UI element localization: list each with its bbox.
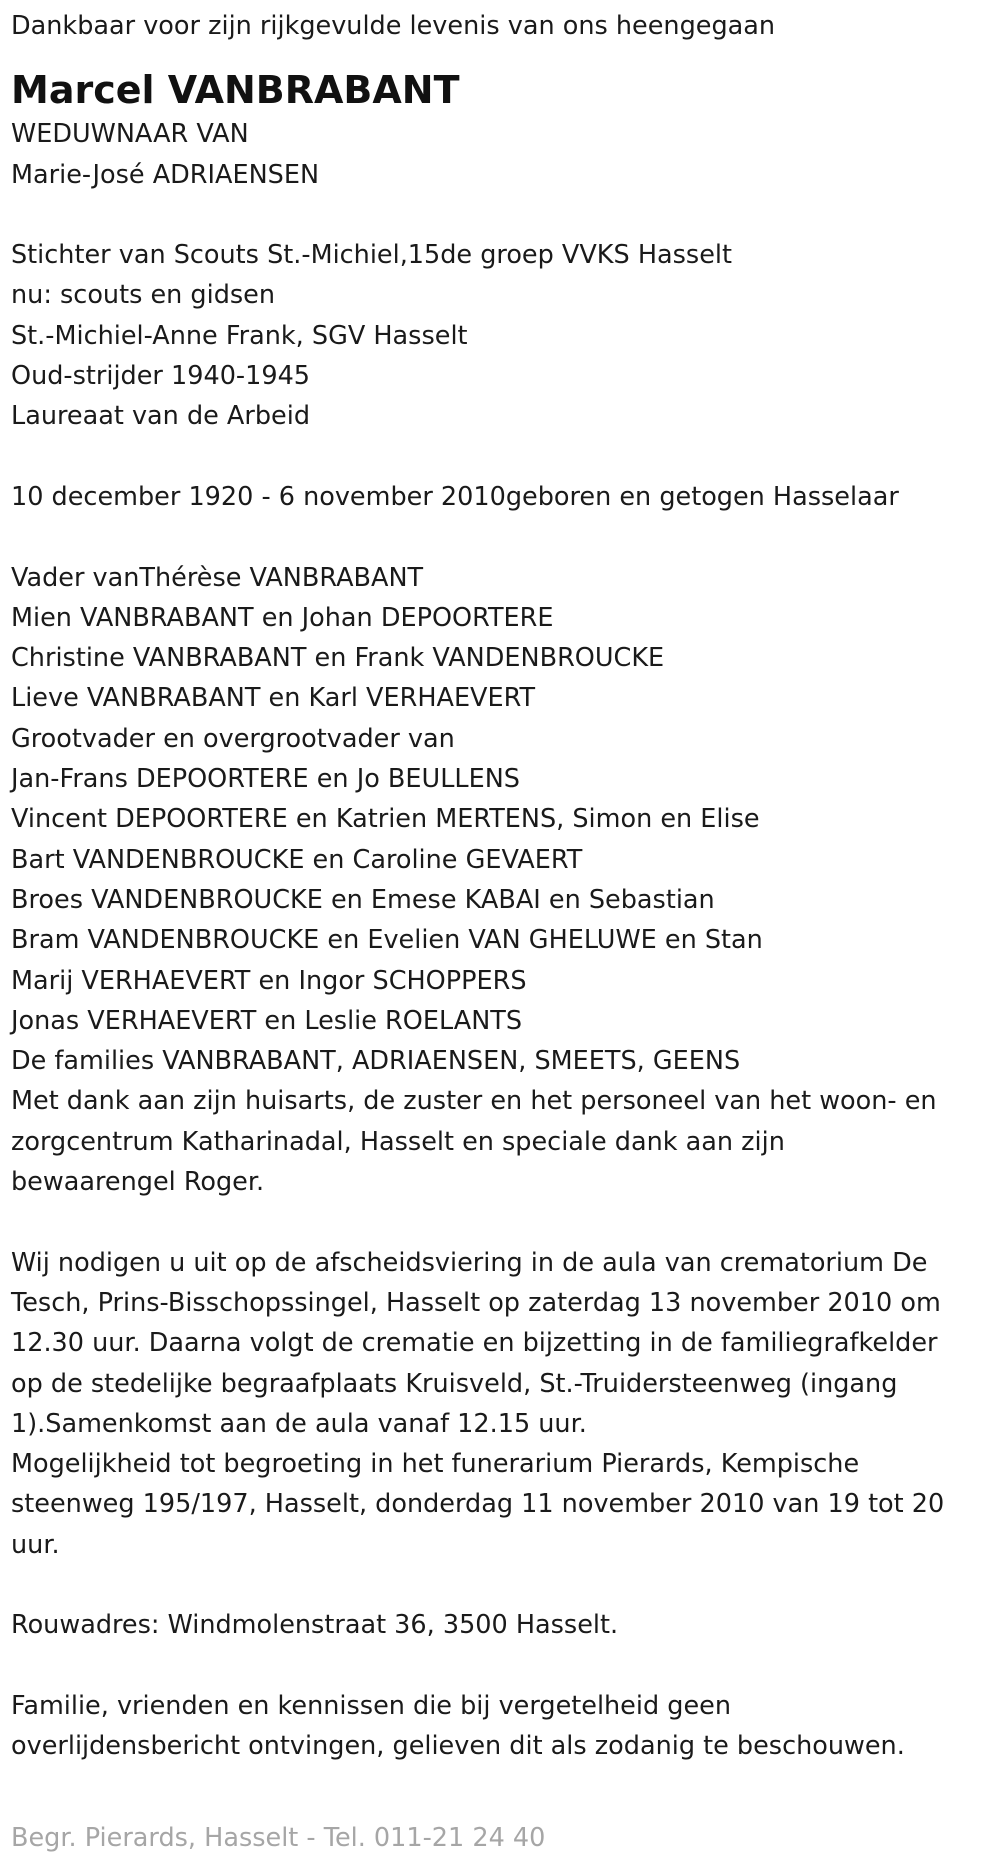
spacer — [11, 195, 996, 235]
ceremony-line: Wij nodigen u uit op de afscheidsviering in de aula van crematorium De — [11, 1247, 928, 1278]
spacer — [11, 437, 996, 477]
family-line: Mien VANBRABANT en Johan DEPOORTERE — [11, 602, 554, 633]
ceremony-line: uur. — [11, 1529, 60, 1560]
spacer — [11, 1646, 996, 1686]
dates-line: 10 december 1920 - 6 november 2010geboren en getogen Hasselaar — [11, 481, 899, 512]
thanks-line: zorgcentrum Katharinadal, Hasselt en speciale dank aan zijn — [11, 1126, 785, 1157]
merits-list — [11, 235, 996, 436]
family-line: Jan-Frans DEPOORTERE en Jo BEULLENS — [11, 764, 520, 795]
thanks-line: bewaarengel Roger. — [11, 1167, 265, 1198]
ceremony-line: op de stedelijke begraafplaats Kruisveld, St.-Truidersteenweg (ingang — [11, 1368, 898, 1399]
family-line: Jonas VERHAEVERT en Leslie ROELANTS — [11, 1005, 523, 1036]
merit-line: Stichter van Scouts St.-Michiel,15de groep VVKS Hasselt — [11, 240, 732, 271]
ceremony-line: Tesch, Prins-Bisschopssingel, Hasselt op zaterdag 13 november 2010 om — [11, 1287, 941, 1318]
family-line: Christine VANBRABANT en Frank VANDENBROUCKE — [11, 643, 665, 674]
family-line: Broes VANDENBROUCKE en Emese KABAI en Sebastian — [11, 884, 715, 915]
thanks-line: Met dank aan zijn huisarts, de zuster en het personeel van het woon- en — [11, 1086, 937, 1117]
funeral-home-footer: Begr. Pierards, Hasselt - Tel. 011-21 24 40 — [11, 1823, 546, 1853]
family-line: Vincent DEPOORTERE en Katrien MERTENS, Simon en Elise — [11, 804, 760, 835]
merit-line: nu: scouts en gidsen — [11, 280, 276, 311]
family-line: Bart VANDENBROUCKE en Caroline GEVAERT — [11, 844, 583, 875]
mourning-address: Rouwadres: Windmolenstraat 36, 3500 Hasselt. — [11, 1610, 619, 1641]
ceremony-line: Mogelijkheid tot begroeting in het funerarium Pierards, Kempische — [11, 1449, 860, 1480]
notice-line: overlijdensbericht ontvingen, gelieven dit als zodanig te beschouwen. — [11, 1731, 905, 1762]
family-line: Grootvader en overgrootvader van — [11, 723, 455, 754]
spouse-label: WEDUWNAAR VAN — [11, 119, 249, 150]
deceased-name: Marcel VANBRABANT — [11, 68, 460, 113]
spacer — [11, 517, 996, 557]
thanks-paragraph — [11, 1081, 996, 1202]
notice-line: Familie, vrienden en kennissen die bij vergetelheid geen — [11, 1690, 731, 1721]
family-line: Vader vanThérèse VANBRABANT — [11, 562, 424, 593]
spacer — [11, 1202, 996, 1242]
ceremony-paragraph — [11, 1243, 996, 1565]
merit-line: St.-Michiel-Anne Frank, SGV Hasselt — [11, 320, 468, 351]
family-line: Bram VANDENBROUCKE en Evelien VAN GHELUWE en Stan — [11, 925, 763, 956]
merit-line: Laureaat van de Arbeid — [11, 401, 311, 432]
spacer — [11, 1565, 996, 1605]
merit-line: Oud-strijder 1940-1945 — [11, 361, 311, 392]
spouse-name: Marie-José ADRIAENSEN — [11, 159, 320, 190]
family-line: De families VANBRABANT, ADRIAENSEN, SMEETS, GEENS — [11, 1046, 741, 1077]
ceremony-line: 1).Samenkomst aan de aula vanaf 12.15 uur. — [11, 1408, 587, 1439]
death-notice — [11, 6, 996, 1766]
family-line: Lieve VANBRABANT en Karl VERHAEVERT — [11, 683, 536, 714]
ceremony-line: steenweg 195/197, Hasselt, donderdag 11 november 2010 van 19 tot 20 — [11, 1489, 945, 1520]
family-line: Marij VERHAEVERT en Ingor SCHOPPERS — [11, 965, 527, 996]
notice-paragraph — [11, 1686, 996, 1767]
family-list — [11, 558, 996, 1082]
intro-text: Dankbaar voor zijn rijkgevulde levenis van ons heengegaan — [11, 11, 776, 41]
ceremony-line: 12.30 uur. Daarna volgt de crematie en bijzetting in de familiegrafkelder — [11, 1328, 938, 1359]
